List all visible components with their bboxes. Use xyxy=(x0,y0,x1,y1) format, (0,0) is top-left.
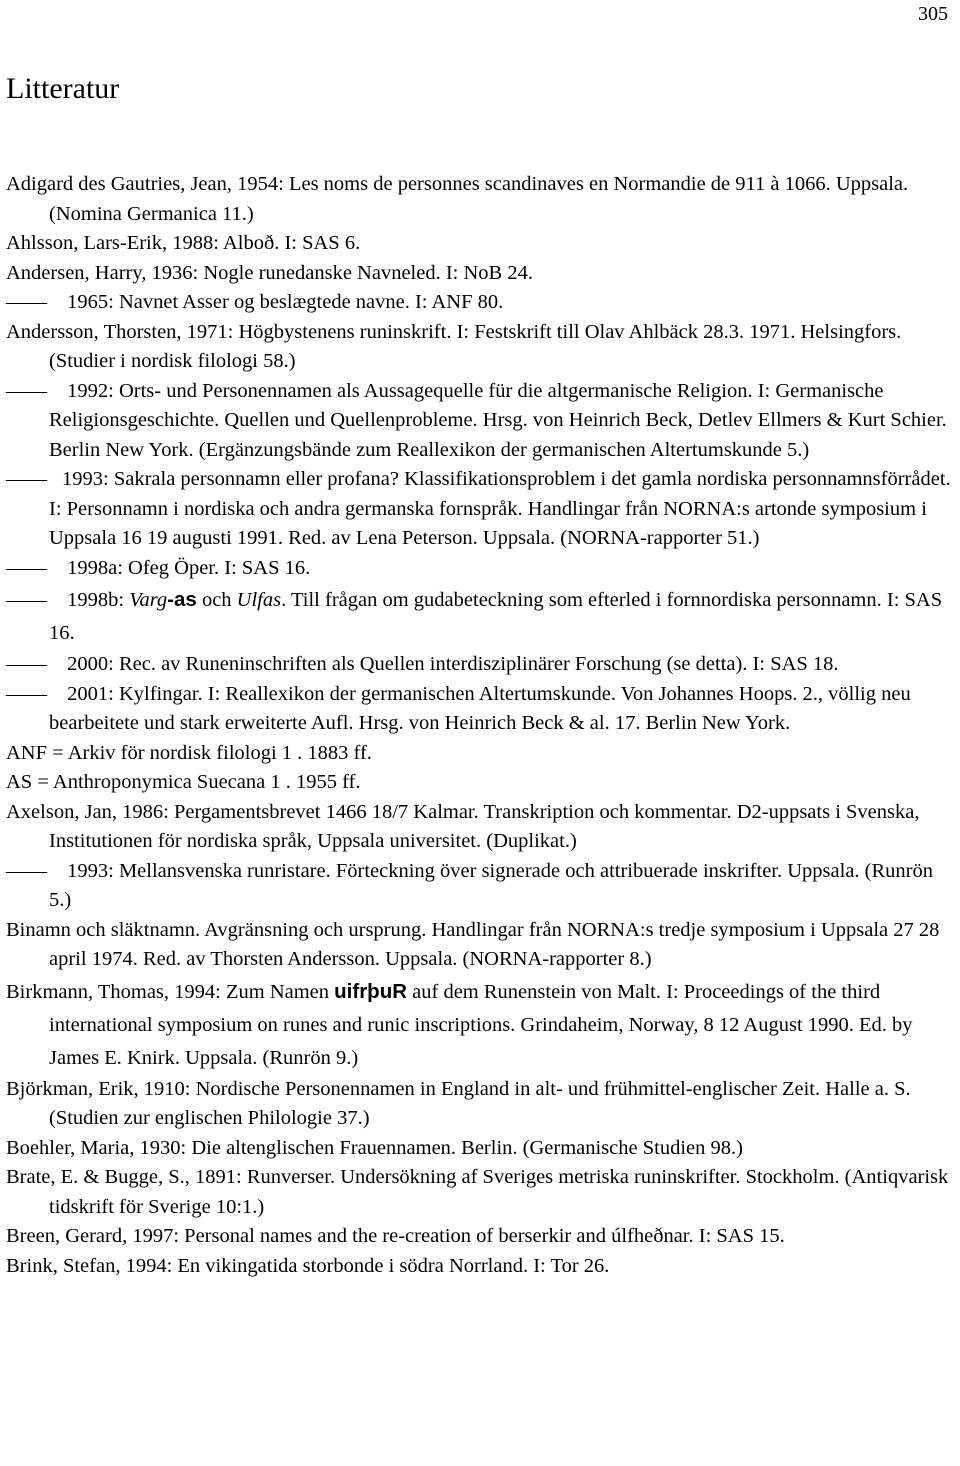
ditto-dash: —— xyxy=(6,379,47,402)
bibliography-entry xyxy=(6,857,954,916)
entry-text: Axelson, Jan, 1986: Pergamentsbrevet 1466 18/7 Kalmar. Transkription och kommentar. D2-uppsats i Svenska, Institutionen för nordiska språk, Uppsala universitet. (Duplikat.) xyxy=(6,800,920,852)
ditto-dash: —— xyxy=(6,589,47,611)
entry-text: Ahlsson, Lars-Erik, 1988: Alboð. I: SAS 6. xyxy=(6,232,361,254)
ditto-dash: —— xyxy=(6,556,47,579)
ditto-dash: —— xyxy=(6,291,47,313)
entry-text: ANF = Arkiv för nordisk filologi 1 . 1883 ff. xyxy=(6,741,372,764)
bibliography-entry xyxy=(6,650,954,680)
entry-text: 2001: Kylfingar. I: Reallexikon der germanischen Altertumskunde. Von Johannes Hoops. 2., völlig neu bearbeitete und stark erweiterte Aufl. Hrsg. von Heinrich Beck & al. 17. Berlin New York. xyxy=(49,682,911,734)
bibliography-entry xyxy=(6,259,954,289)
bibliography-entry xyxy=(6,1252,954,1282)
bibliography-entry xyxy=(6,229,954,259)
bibliography-entry xyxy=(6,768,954,798)
bibliography-entry xyxy=(6,1134,954,1164)
entry-text-prefix: Birkmann, Thomas, 1994: Zum Namen xyxy=(6,980,335,1003)
page-number: 305 xyxy=(918,3,948,25)
entry-text: Andersson, Thorsten, 1971: Högbystenens runinskrift. I: Festskrift till Olav Ahlbäck 28.3. 1971. Helsingfors. (Studier i nordisk filologi 58.) xyxy=(6,320,902,372)
entry-text-mid: och xyxy=(196,589,237,611)
bibliography-entry xyxy=(6,739,954,769)
entry-text: 1993: Sakrala personnamn eller profana? Klassifikationsproblem i det gamla nordiska personnamnsförrådet. I: Personnamn i nordiska och andra germanska fornspråk. Handlingar från NORNA:s artonde symposium i Uppsala 16 19 augusti 1991. Red. av Lena Peterson. Uppsala. (NORNA-rapporter 51.) xyxy=(49,468,951,549)
page-title: Litteratur xyxy=(6,72,120,105)
entry-text: Binamn och släktnamn. Avgränsning och ursprung. Handlingar från NORNA:s tredje symposium i Uppsala 27 28 april 1974. Red. av Thorsten Andersson. Uppsala. (NORNA-rapporter 8.) xyxy=(6,918,940,970)
entry-text: auf dem Runenstein von Malt. I: Proceedings of the third international symposium on runes and runic inscriptions. Grindaheim, Norway, 8 12 August 1990. Ed. by James E. Knirk. Uppsala. (Runrön 9.) xyxy=(49,980,913,1069)
bibliography-list xyxy=(6,170,954,1281)
entry-text: . Till frågan om gudabeteckning som efterled i fornnordiska personnamn. I: SAS 16. xyxy=(49,589,943,644)
bibliography-entry xyxy=(6,1163,954,1222)
ditto-dash: —— xyxy=(6,468,47,490)
bibliography-entry xyxy=(6,916,954,975)
entry-text: Boehler, Maria, 1930: Die altenglischen Frauennamen. Berlin. (Germanische Studien 98.) xyxy=(6,1136,743,1159)
entry-text-prefix: 1998b: xyxy=(62,589,130,611)
entry-text: 1992: Orts- und Personennamen als Aussagequelle für die altgermanische Religion. I: Germanische Religionsgeschichte. Quellen und Quellenprobleme. Hrsg. von Heinrich Beck, Detlev Ellmers & Kurt Schier. Berlin New York. (Ergänzungsbände zum Reallexikon der germanischen Altertumskunde 5.) xyxy=(49,379,947,461)
entry-italic-term: Ulfas xyxy=(236,589,282,611)
ditto-dash: —— xyxy=(6,682,47,705)
bibliography-entry xyxy=(6,1222,954,1252)
bibliography-entry xyxy=(6,1075,954,1134)
entry-text: Björkman, Erik, 1910: Nordische Personennamen in England in alt- und frühmittel-englischer Zeit. Halle a. S. (Studien zur englischen Philologie 37.) xyxy=(6,1077,911,1129)
bibliography-entry xyxy=(6,975,954,1075)
entry-text: Andersen, Harry, 1936: Nogle runedanske Navneled. I: NoB 24. xyxy=(6,261,533,284)
ditto-dash: —— xyxy=(6,859,47,882)
bibliography-entry xyxy=(6,318,954,377)
entry-italic-term: Varg xyxy=(129,589,168,611)
bibliography-entry xyxy=(6,680,954,739)
bibliography-entry xyxy=(6,288,954,318)
entry-text: 1965: Navnet Asser og beslægtede navne. I: ANF 80. xyxy=(62,291,504,313)
bibliography-entry xyxy=(6,377,954,466)
bibliography-entry xyxy=(6,798,954,857)
entry-runic-term: uifrþuR xyxy=(334,979,408,1003)
bibliography-entry xyxy=(6,170,954,229)
entry-runic-term: -as xyxy=(167,588,197,611)
entry-text: AS = Anthroponymica Suecana 1 . 1955 ff. xyxy=(6,771,361,793)
entry-text: 1998a: Ofeg Öper. I: SAS 16. xyxy=(62,556,311,579)
entry-text: 1993: Mellansvenska runristare. Förteckning över signerade och attribuerade inskrifter. Uppsala. (Runrön 5.) xyxy=(49,859,933,911)
bibliography-entry xyxy=(6,554,954,584)
bibliography-entry xyxy=(6,465,954,554)
bibliography-entry xyxy=(6,583,954,650)
entry-text: Brate, E. & Bugge, S., 1891: Runverser. Undersökning af Sveriges metriska runinskrifter. Stockholm. (Antiqvarisk tidskrift för Sverige 10:1.) xyxy=(6,1166,949,1218)
ditto-dash: —— xyxy=(6,653,47,675)
entry-text: Adigard des Gautries, Jean, 1954: Les noms de personnes scandinaves en Normandie de 911 à 1066. Uppsala. (Nomina Germanica 11.) xyxy=(6,173,909,225)
entry-text: 2000: Rec. av Runeninschriften als Quellen interdisziplinärer Forschung (se detta). I: SAS 18. xyxy=(62,653,839,675)
entry-text: Brink, Stefan, 1994: En vikingatida storbonde i södra Norrland. I: Tor 26. xyxy=(6,1254,610,1277)
entry-text: Breen, Gerard, 1997: Personal names and the re-creation of berserkir and úlfheðnar. I: SAS 15. xyxy=(6,1225,785,1247)
